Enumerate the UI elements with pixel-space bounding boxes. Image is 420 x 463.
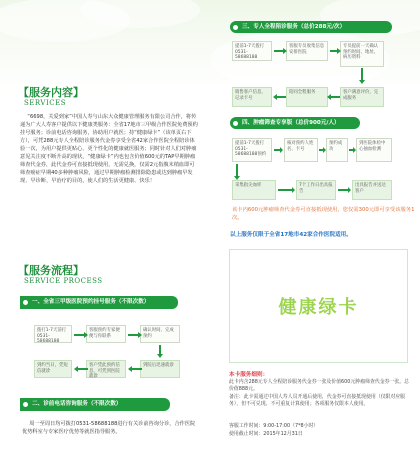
s1-sms-box: 到约当日，凭短信就诊 xyxy=(34,360,72,378)
s4-arrange-box: 预约成功 xyxy=(326,138,348,162)
s1-queue-box: 客户凭此预约信息，可凭到医院就诊 xyxy=(86,360,126,378)
s3-arrows xyxy=(228,38,398,112)
services-paragraph: “6698，关爱到家”中国人寿与山东大众健康管理服务有限公司合作，将传递为广大人寿客户提供以下健康类服务：全省17地市三甲级合作医院免费预约挂号服务；诊前电话咨询服务，协助用户就医；持“健康绿卡”（该单页右下方），可凭288元专人全程陪诊服务代金券享受全省42家合作医院全程陪诊体验一次，为用户提供更贴心、更个性化的健康就医服务；同时针对人们对肿瘤意见关注度不断升高的现状，“健康绿卡”内也包含价值600元的TAP早期肿瘤筛查代金券，此代金券可直接抵现使用，无需兑换，仅需2元指腹末梢血即可筛查癌症早期40多种肿瘤风险，通过早期肿瘤检测排除隐患或达到肿瘤早发现、早诊断、早治疗的目的，使人们的生活更健康、快乐！ xyxy=(20,114,198,184)
services-subheading: SERVICES xyxy=(24,99,67,107)
s3-collect-box: 客服专员收集信息安排医院 xyxy=(286,41,328,61)
s4-arrows xyxy=(228,134,400,206)
details-line-3: 客服工作时间：9:00-17:00（7*8小时） xyxy=(229,423,319,429)
s4-phone-box: 提前1-7天拨打0531-58688188预约 xyxy=(232,138,272,162)
details-title: 本卡服务细则： xyxy=(229,372,269,378)
s1-confirm-box: 确认时间、完成预约 xyxy=(140,325,180,343)
s1-phone-box: 拨打1-7天前打0531-58688188 xyxy=(34,325,72,343)
card-title: 健康绿卡 xyxy=(278,297,359,318)
details-line-4: 使用截止时间：2015年12月31日 xyxy=(229,431,303,437)
s4-send-box: 出具报告并送达客户 xyxy=(352,180,392,200)
s4-promo-text: 该卡内600元肿瘤筛查代金券可直接抵现使用，您仅需300元即可享受该服务1次。 xyxy=(232,207,415,221)
details-line-1: 此卡内含288元专人全程陪诊服务代金券一张及价值600元肿瘤筛查代金券一张。总价值888元。 xyxy=(229,379,410,392)
s1-arrows xyxy=(30,320,190,382)
s4-collect-box: 采集指尖血样 xyxy=(232,180,276,200)
section4-bar: 四、肿瘤筛查专享版（总价900元/人） xyxy=(230,117,360,129)
s3-accompany-box: 销售客户信息，记录卡号 xyxy=(232,87,272,107)
process-heading: 【服务流程】 xyxy=(18,264,84,277)
s3-phone-box: 提前1-7天拨打0531-58688188 xyxy=(232,41,272,61)
s3-feedback-box: 客户满意评价，完成服务 xyxy=(340,87,384,107)
section1-bar: 一、全省三甲级医院预约挂号服务（不限次数） xyxy=(20,296,178,309)
section3-bar: 三、专人全程陪诊服务（总价288元/次） xyxy=(230,21,392,33)
services-heading: 【服务内容】 xyxy=(18,86,84,99)
s3-contact-box: 专员提前一天确认预约时间、地址、病历资料 xyxy=(340,41,384,67)
s3-service-box: 陪同全程服务 xyxy=(286,87,328,107)
s4-report-box: 7个工作日出具报告 xyxy=(296,180,336,200)
service-scope-note: 以上服务仅限于全省17地市42家合作医院适用。 xyxy=(230,232,352,238)
s1-arrive-box: 到院后迅速就诊 xyxy=(140,360,180,378)
s4-hospital-box: 到医院体检中心抽血检测 xyxy=(356,138,392,162)
section2-bar: 二、诊前电话咨询服务（不限次数） xyxy=(20,398,170,411)
process-subheading: SERVICE PROCESS xyxy=(24,277,103,285)
s4-verify-box: 核对预约人姓名、卡号 xyxy=(284,138,318,162)
s1-doctor-box: 客服预约专家便便与你联系 xyxy=(86,325,126,343)
details-line-2: 备注：此卡需通过中国人寿人员开通后使用，代金券可直接抵现使用（仅限对应服务），但不可兑现、不可重复计算使用；各项服务仅限本人使用。 xyxy=(229,394,406,407)
health-green-card xyxy=(229,249,408,363)
section2-text: 周一至周日均可拨打0531-58688188进行有关诊前咨询分诊，合作医院优势科室与专家医疗优势等就医指导服务。 xyxy=(22,421,196,435)
